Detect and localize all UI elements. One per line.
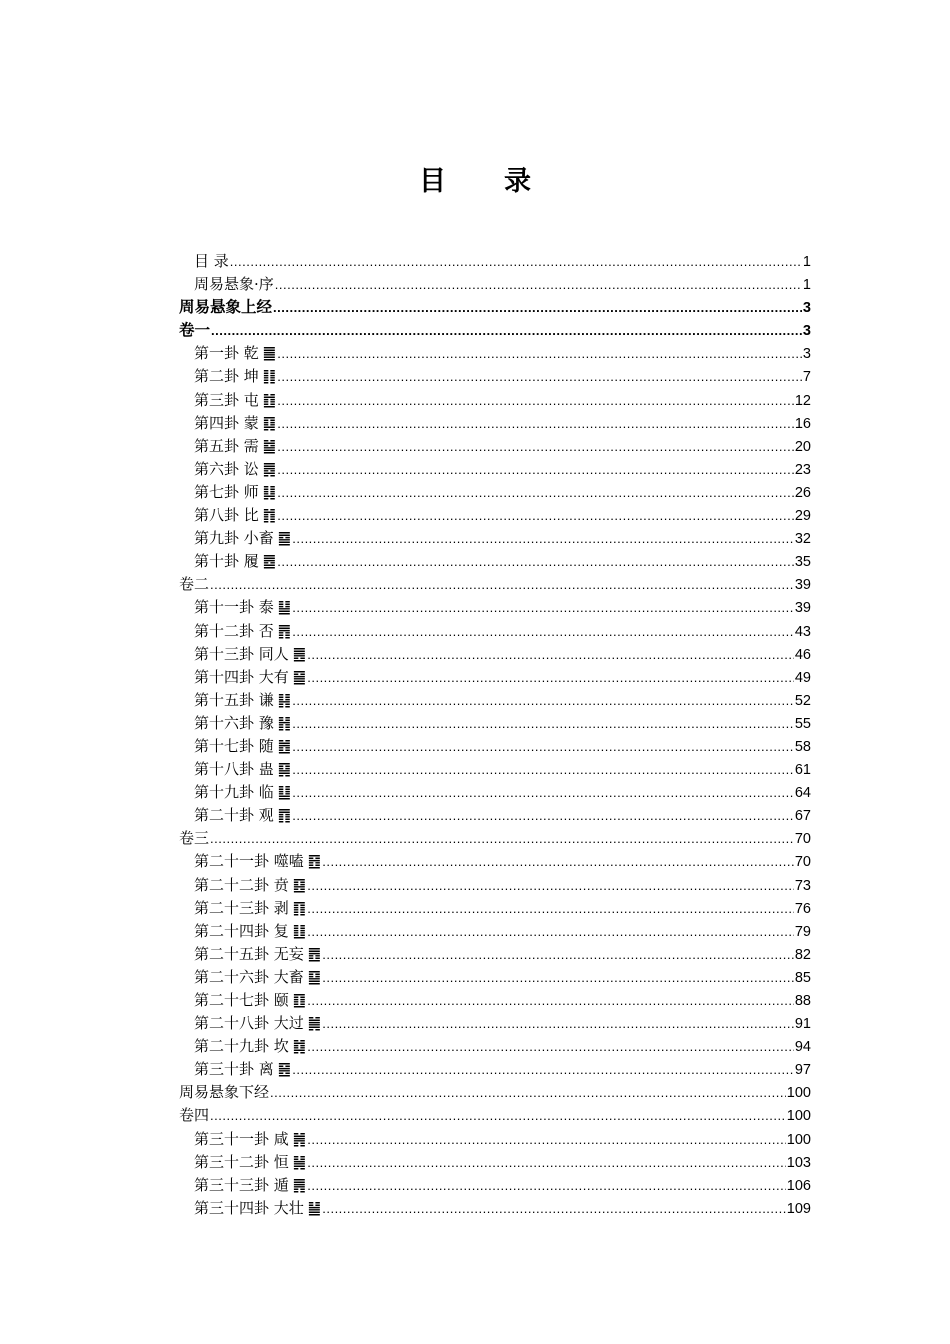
title-char-2: 录	[504, 166, 531, 197]
toc-entry[interactable]	[179, 666, 811, 689]
toc-entry[interactable]	[179, 920, 811, 943]
toc-entry[interactable]	[179, 781, 811, 804]
hexagram-icon: ䷗	[292, 921, 307, 940]
dot-leader	[277, 389, 794, 412]
hexagram-icon: ䷕	[292, 875, 307, 894]
dot-leader	[322, 1012, 794, 1035]
toc-entry-label: 第三十一卦 咸	[194, 1129, 289, 1148]
hexagram-icon: ䷠	[292, 1175, 307, 1194]
toc-entry-label: 第十卦 履	[194, 552, 259, 571]
toc-entry-page-number: 12	[794, 392, 811, 409]
toc-entry[interactable]	[179, 1197, 811, 1220]
toc-entry[interactable]	[179, 273, 811, 296]
dot-leader	[277, 435, 794, 458]
toc-entry-label: 周易悬象·序	[194, 275, 274, 294]
toc-entry-page-number: 73	[794, 877, 811, 894]
toc-entry[interactable]	[179, 1174, 811, 1197]
toc-entry-page-number: 1	[802, 277, 811, 294]
hexagram-icon: ䷌	[292, 644, 307, 663]
toc-entry-label: 第八卦 比	[194, 506, 259, 525]
hexagram-icon: ䷁	[262, 367, 277, 386]
toc-entry-page-number: 39	[794, 577, 811, 594]
toc-entry[interactable]	[179, 435, 811, 458]
toc-entry-label: 第十九卦 临	[194, 783, 274, 802]
hexagram-icon: ䷈	[277, 529, 292, 548]
toc-entry[interactable]	[179, 643, 811, 666]
toc-entry-page-number: 49	[794, 669, 811, 686]
dot-leader	[292, 620, 794, 643]
table-of-contents	[179, 250, 811, 1220]
dot-leader	[275, 273, 802, 296]
toc-entry-page-number: 3	[802, 323, 811, 340]
toc-entry-label: 第三十二卦 恒	[194, 1152, 289, 1171]
dot-leader	[270, 1081, 786, 1104]
toc-entry-label: 第九卦 小畜	[194, 529, 274, 548]
hexagram-icon: ䷏	[277, 713, 292, 732]
dot-leader	[277, 342, 802, 365]
toc-entry-page-number: 70	[794, 831, 811, 848]
toc-entry-label: 第二十一卦 噬嗑	[194, 852, 304, 871]
toc-entry-page-number: 55	[794, 715, 811, 732]
hexagram-icon: ䷅	[262, 459, 277, 478]
toc-entry[interactable]	[179, 966, 811, 989]
toc-entry-label: 卷三	[179, 829, 210, 848]
dot-leader	[307, 643, 794, 666]
dot-leader	[322, 943, 794, 966]
toc-entry-page-number: 100	[786, 1108, 811, 1125]
dot-leader	[292, 804, 794, 827]
toc-entry-page-number: 29	[794, 508, 811, 525]
toc-entry-label: 第二十四卦 复	[194, 921, 289, 940]
toc-entry-label: 第二十九卦 坎	[194, 1037, 289, 1056]
toc-entry[interactable]	[179, 1128, 811, 1151]
hexagram-icon: ䷔	[307, 852, 322, 871]
toc-entry[interactable]	[179, 758, 811, 781]
hexagram-icon: ䷓	[277, 806, 292, 825]
toc-entry-page-number: 3	[802, 346, 811, 363]
dot-leader	[210, 573, 794, 596]
hexagram-icon: ䷄	[262, 436, 277, 455]
dot-leader	[307, 1151, 786, 1174]
page-title	[0, 162, 950, 202]
dot-leader	[277, 504, 794, 527]
hexagram-icon: ䷜	[292, 1037, 307, 1056]
dot-leader	[292, 689, 794, 712]
toc-entry-page-number: 79	[794, 923, 811, 940]
dot-leader	[277, 481, 794, 504]
toc-entry-label: 第四卦 蒙	[194, 413, 259, 432]
toc-entry-label: 第十六卦 豫	[194, 713, 274, 732]
toc-entry[interactable]	[179, 689, 811, 712]
hexagram-icon: ䷝	[277, 1060, 292, 1079]
toc-entry[interactable]	[179, 712, 811, 735]
toc-entry-page-number: 76	[794, 900, 811, 917]
toc-entry-label: 第六卦 讼	[194, 459, 259, 478]
toc-entry[interactable]	[179, 1081, 811, 1104]
toc-entry[interactable]	[179, 874, 811, 897]
toc-entry[interactable]	[179, 504, 811, 527]
toc-entry-page-number: 94	[794, 1039, 811, 1056]
hexagram-icon: ䷐	[277, 736, 292, 755]
toc-entry-page-number: 91	[794, 1016, 811, 1033]
toc-entry[interactable]	[179, 389, 811, 412]
toc-entry-label: 目 录	[194, 252, 229, 270]
toc-entry[interactable]	[179, 989, 811, 1012]
hexagram-icon: ䷎	[277, 690, 292, 709]
dot-leader	[292, 1058, 794, 1081]
hexagram-icon: ䷒	[277, 783, 292, 802]
dot-leader	[307, 1174, 786, 1197]
toc-entry[interactable]	[179, 1104, 811, 1127]
hexagram-icon: ䷃	[262, 413, 277, 432]
dot-leader	[307, 1128, 786, 1151]
dot-leader	[277, 458, 794, 481]
hexagram-icon: ䷑	[277, 760, 292, 779]
toc-entry-page-number: 35	[794, 554, 811, 571]
dot-leader	[307, 1035, 794, 1058]
toc-entry-label: 第一卦 乾	[194, 344, 259, 363]
toc-entry[interactable]	[179, 319, 811, 342]
dot-leader	[307, 989, 794, 1012]
toc-entry-label: 第二卦 坤	[194, 367, 259, 386]
toc-entry-page-number: 64	[794, 785, 811, 802]
dot-leader	[277, 412, 794, 435]
dot-leader	[230, 250, 802, 273]
toc-entry[interactable]	[179, 481, 811, 504]
toc-entry[interactable]	[179, 735, 811, 758]
toc-entry-label: 第十一卦 泰	[194, 598, 274, 617]
toc-entry-label: 第三十卦 离	[194, 1060, 274, 1079]
toc-entry-page-number: 43	[794, 623, 811, 640]
toc-entry[interactable]	[179, 296, 811, 319]
toc-entry-page-number: 106	[786, 1177, 811, 1194]
toc-entry-label: 第二十六卦 大畜	[194, 967, 304, 986]
toc-entry-page-number: 61	[794, 762, 811, 779]
toc-entry-page-number: 100	[786, 1085, 811, 1102]
hexagram-icon: ䷋	[277, 621, 292, 640]
toc-entry[interactable]	[179, 250, 811, 273]
toc-entry[interactable]	[179, 804, 811, 827]
toc-entry-label: 第二十七卦 颐	[194, 991, 289, 1009]
hexagram-icon: ䷛	[307, 1014, 322, 1033]
toc-entry[interactable]	[179, 527, 811, 550]
dot-leader	[307, 666, 794, 689]
hexagram-icon: ䷘	[307, 944, 322, 963]
toc-entry-page-number: 26	[794, 484, 811, 501]
dot-leader	[322, 1197, 786, 1220]
dot-leader	[211, 319, 802, 342]
toc-entry-label: 第二十二卦 贲	[194, 875, 289, 894]
toc-entry-label: 第二十八卦 大过	[194, 1014, 304, 1033]
toc-entry-label: 第七卦 师	[194, 482, 259, 501]
toc-entry-label: 第十七卦 随	[194, 736, 274, 755]
toc-entry-label: 第三卦 屯	[194, 390, 259, 409]
toc-entry[interactable]	[179, 897, 811, 920]
toc-entry-page-number: 109	[786, 1200, 811, 1217]
toc-entry[interactable]	[179, 550, 811, 573]
toc-entry-page-number: 82	[794, 946, 811, 963]
toc-entry-page-number: 16	[794, 415, 811, 432]
dot-leader	[277, 365, 802, 388]
toc-entry-page-number: 32	[794, 531, 811, 548]
toc-entry[interactable]	[179, 620, 811, 643]
dot-leader	[277, 550, 794, 573]
hexagram-icon: ䷀	[262, 344, 277, 363]
toc-entry[interactable]	[179, 943, 811, 966]
toc-entry[interactable]	[179, 412, 811, 435]
toc-entry-label: 第十二卦 否	[194, 621, 274, 640]
toc-entry[interactable]	[179, 1058, 811, 1081]
toc-entry[interactable]	[179, 365, 811, 388]
dot-leader	[210, 827, 794, 850]
toc-entry-page-number: 58	[794, 738, 811, 755]
dot-leader	[292, 735, 794, 758]
hexagram-icon: ䷇	[262, 506, 277, 525]
toc-entry[interactable]	[179, 596, 811, 619]
toc-entry-label: 周易悬象下经	[179, 1083, 270, 1102]
toc-entry[interactable]	[179, 827, 811, 850]
toc-entry-label: 第二十卦 观	[194, 806, 274, 825]
toc-entry-page-number: 85	[794, 969, 811, 986]
toc-entry-page-number: 3	[802, 300, 811, 317]
toc-entry[interactable]	[179, 1151, 811, 1174]
dot-leader	[307, 897, 794, 920]
toc-entry[interactable]	[179, 342, 811, 365]
toc-entry-page-number: 103	[786, 1154, 811, 1171]
dot-leader	[322, 850, 794, 873]
toc-entry-label: 第十八卦 蛊	[194, 760, 274, 779]
toc-entry-page-number: 88	[794, 993, 811, 1009]
hexagram-icon: ䷂	[262, 390, 277, 409]
hexagram-icon: ䷟	[292, 1152, 307, 1171]
hexagram-icon: ䷖	[292, 898, 307, 917]
toc-entry-label: 卷一	[179, 321, 211, 340]
toc-entry-label: 第三十四卦 大壮	[194, 1198, 304, 1217]
toc-entry-page-number: 52	[794, 692, 811, 709]
title-char-1: 目	[419, 166, 446, 197]
hexagram-icon: ䷆	[262, 482, 277, 501]
toc-entry-label: 第十四卦 大有	[194, 667, 289, 686]
toc-entry-label: 第二十五卦 无妄	[194, 944, 304, 963]
toc-entry-page-number: 67	[794, 808, 811, 825]
toc-entry-page-number: 46	[794, 646, 811, 663]
dot-leader	[292, 758, 794, 781]
toc-entry-label: 卷二	[179, 575, 210, 594]
toc-entry[interactable]	[179, 1012, 811, 1035]
toc-entry-page-number: 39	[794, 600, 811, 617]
dot-leader	[322, 966, 794, 989]
toc-entry-label: 第十五卦 谦	[194, 690, 274, 709]
hexagram-icon: ䷞	[292, 1129, 307, 1148]
dot-leader	[292, 712, 794, 735]
toc-entry-page-number: 1	[802, 254, 811, 270]
toc-entry-page-number: 23	[794, 461, 811, 478]
toc-entry-label: 第五卦 需	[194, 436, 259, 455]
dot-leader	[273, 296, 802, 319]
hexagram-icon: ䷍	[292, 667, 307, 686]
toc-entry-label: 卷四	[179, 1106, 210, 1125]
toc-entry-page-number: 100	[786, 1131, 811, 1148]
dot-leader	[210, 1104, 786, 1127]
hexagram-icon: ䷊	[277, 598, 292, 617]
toc-entry-page-number: 70	[794, 854, 811, 871]
dot-leader	[292, 781, 794, 804]
toc-entry-label: 周易悬象上经	[179, 298, 273, 317]
toc-entry-page-number: 20	[794, 438, 811, 455]
toc-entry-label: 第三十三卦 遁	[194, 1175, 289, 1194]
toc-entry[interactable]	[179, 1035, 811, 1058]
toc-entry[interactable]	[179, 573, 811, 596]
toc-entry[interactable]	[179, 458, 811, 481]
hexagram-icon: ䷡	[307, 1198, 322, 1217]
toc-entry-label: 第十三卦 同人	[194, 644, 289, 663]
toc-entry-page-number: 7	[802, 369, 811, 386]
toc-entry[interactable]	[179, 850, 811, 873]
hexagram-icon: ䷉	[262, 552, 277, 571]
dot-leader	[292, 596, 794, 619]
hexagram-icon: ䷙	[307, 967, 322, 986]
dot-leader	[292, 527, 794, 550]
toc-entry-page-number: 97	[794, 1062, 811, 1079]
dot-leader	[307, 920, 794, 943]
toc-entry-label: 第二十三卦 剥	[194, 898, 289, 917]
dot-leader	[307, 874, 794, 897]
hexagram-icon: ䷚	[292, 991, 307, 1009]
